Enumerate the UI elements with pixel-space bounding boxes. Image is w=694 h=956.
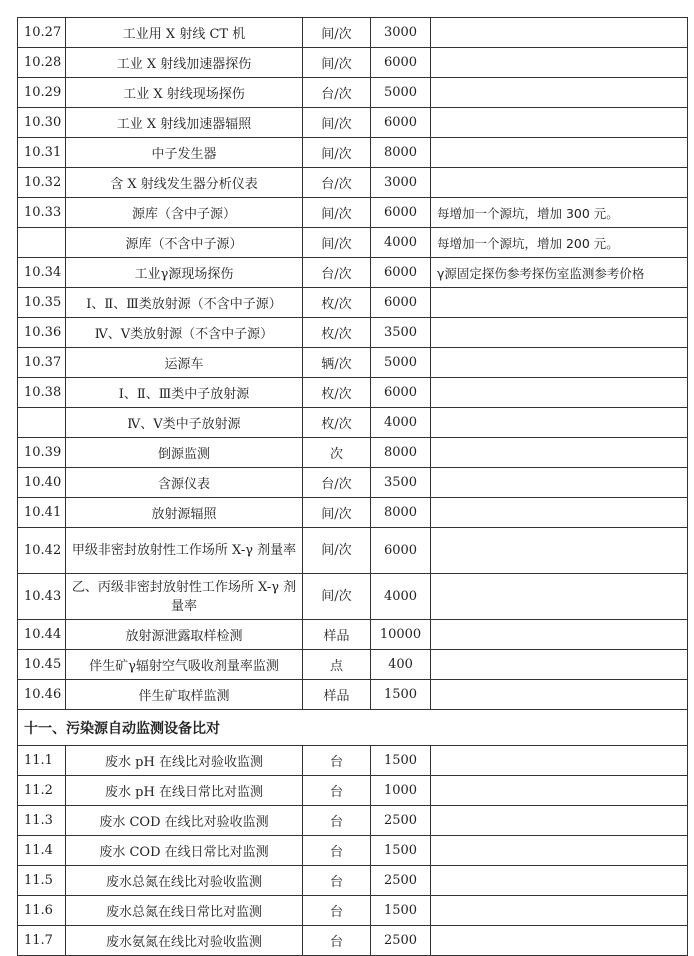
- table-row: [18, 108, 688, 138]
- fee-table-body: [18, 18, 688, 956]
- table-row: [18, 746, 688, 776]
- code-cell: 10.30: [18, 108, 66, 138]
- unit-cell: 样品: [303, 680, 371, 710]
- table-row: [18, 896, 688, 926]
- table-row: [18, 288, 688, 318]
- code-cell: 11.4: [18, 836, 66, 866]
- item-name-cell: 源库（不含中子源）: [66, 228, 303, 258]
- note-cell: [431, 896, 688, 926]
- item-name-cell: 废水 COD 在线比对验收监测: [66, 806, 303, 836]
- item-name-cell: 放射源泄露取样检测: [66, 620, 303, 650]
- unit-cell: 台: [303, 836, 371, 866]
- note-cell: [431, 48, 688, 78]
- unit-cell: 台: [303, 806, 371, 836]
- code-cell: [18, 228, 66, 258]
- unit-cell: 次: [303, 438, 371, 468]
- item-name-cell: 运源车: [66, 348, 303, 378]
- note-cell: 每增加一个源坑，增加 200 元。: [431, 228, 688, 258]
- item-name-cell: 废水总氮在线比对验收监测: [66, 866, 303, 896]
- price-cell: 8000: [371, 138, 431, 168]
- price-cell: 6000: [371, 198, 431, 228]
- price-cell: 1500: [371, 836, 431, 866]
- code-cell: 10.36: [18, 318, 66, 348]
- unit-cell: 间/次: [303, 48, 371, 78]
- note-cell: [431, 926, 688, 956]
- note-cell: [431, 378, 688, 408]
- price-cell: 1500: [371, 680, 431, 710]
- code-cell: 10.33: [18, 198, 66, 228]
- note-cell: [431, 138, 688, 168]
- item-name-cell: Ⅳ、Ⅴ类中子放射源: [66, 408, 303, 438]
- note-cell: [431, 108, 688, 138]
- table-row: [18, 438, 688, 468]
- unit-cell: 间/次: [303, 18, 371, 48]
- table-row: [18, 348, 688, 378]
- unit-cell: 间/次: [303, 498, 371, 528]
- item-name-cell: Ⅳ、Ⅴ类放射源（不含中子源）: [66, 318, 303, 348]
- section-heading-row: [18, 710, 688, 746]
- fee-table: [17, 17, 688, 956]
- code-cell: 11.6: [18, 896, 66, 926]
- note-cell: [431, 866, 688, 896]
- table-row: [18, 228, 688, 258]
- table-row: [18, 48, 688, 78]
- note-cell: [431, 620, 688, 650]
- price-cell: 6000: [371, 108, 431, 138]
- price-cell: 5000: [371, 78, 431, 108]
- code-cell: 11.5: [18, 866, 66, 896]
- code-cell: 10.34: [18, 258, 66, 288]
- table-row: [18, 198, 688, 228]
- table-row: [18, 836, 688, 866]
- note-cell: [431, 288, 688, 318]
- code-cell: 11.1: [18, 746, 66, 776]
- code-cell: 10.38: [18, 378, 66, 408]
- price-cell: 8000: [371, 498, 431, 528]
- item-name-cell: 放射源辐照: [66, 498, 303, 528]
- table-row: [18, 680, 688, 710]
- price-cell: 6000: [371, 378, 431, 408]
- item-name-cell: 工业用 X 射线 CT 机: [66, 18, 303, 48]
- item-name-cell: Ⅰ、Ⅱ、Ⅲ类放射源（不含中子源）: [66, 288, 303, 318]
- code-cell: 10.46: [18, 680, 66, 710]
- unit-cell: 间/次: [303, 198, 371, 228]
- item-name-cell: 工业 X 射线加速器探伤: [66, 48, 303, 78]
- note-cell: [431, 438, 688, 468]
- note-cell: γ源固定探伤参考探伤室监测参考价格: [431, 258, 688, 288]
- code-cell: 10.42: [18, 528, 66, 574]
- note-cell: [431, 528, 688, 574]
- note-cell: [431, 408, 688, 438]
- code-cell: 11.3: [18, 806, 66, 836]
- code-cell: 10.31: [18, 138, 66, 168]
- table-row: [18, 318, 688, 348]
- unit-cell: 间/次: [303, 528, 371, 574]
- unit-cell: 间/次: [303, 228, 371, 258]
- unit-cell: 台: [303, 926, 371, 956]
- item-name-cell: 废水 pH 在线日常比对监测: [66, 776, 303, 806]
- code-cell: 10.29: [18, 78, 66, 108]
- price-cell: 4000: [371, 228, 431, 258]
- unit-cell: 辆/次: [303, 348, 371, 378]
- price-cell: 3500: [371, 468, 431, 498]
- table-row: [18, 408, 688, 438]
- item-name-cell: 倒源监测: [66, 438, 303, 468]
- item-name-cell: 乙、丙级非密封放射性工作场所 X-γ 剂量率: [66, 574, 303, 620]
- code-cell: 11.2: [18, 776, 66, 806]
- item-name-cell: 工业 X 射线现场探伤: [66, 78, 303, 108]
- unit-cell: 枚/次: [303, 408, 371, 438]
- note-cell: [431, 746, 688, 776]
- table-row: [18, 138, 688, 168]
- code-cell: 10.41: [18, 498, 66, 528]
- unit-cell: 台: [303, 866, 371, 896]
- table-row: [18, 866, 688, 896]
- unit-cell: 台/次: [303, 258, 371, 288]
- price-cell: 4000: [371, 408, 431, 438]
- unit-cell: 点: [303, 650, 371, 680]
- code-cell: 10.39: [18, 438, 66, 468]
- code-cell: 10.35: [18, 288, 66, 318]
- table-row: [18, 468, 688, 498]
- section-title: 十一、污染源自动监测设备比对: [18, 710, 688, 746]
- note-cell: [431, 836, 688, 866]
- price-cell: 1500: [371, 896, 431, 926]
- note-cell: [431, 574, 688, 620]
- price-cell: 2500: [371, 926, 431, 956]
- code-cell: 10.43: [18, 574, 66, 620]
- table-row: [18, 378, 688, 408]
- price-cell: 3500: [371, 318, 431, 348]
- table-row: [18, 258, 688, 288]
- table-row: [18, 806, 688, 836]
- price-cell: 6000: [371, 258, 431, 288]
- note-cell: [431, 468, 688, 498]
- unit-cell: 间/次: [303, 108, 371, 138]
- item-name-cell: 工业 X 射线加速器辐照: [66, 108, 303, 138]
- code-cell: 11.7: [18, 926, 66, 956]
- table-row: [18, 168, 688, 198]
- item-name-cell: 废水 COD 在线日常比对监测: [66, 836, 303, 866]
- note-cell: [431, 650, 688, 680]
- price-cell: 1000: [371, 776, 431, 806]
- price-cell: 4000: [371, 574, 431, 620]
- note-cell: [431, 318, 688, 348]
- price-cell: 5000: [371, 348, 431, 378]
- code-cell: 10.32: [18, 168, 66, 198]
- item-name-cell: Ⅰ、Ⅱ、Ⅲ类中子放射源: [66, 378, 303, 408]
- unit-cell: 台/次: [303, 168, 371, 198]
- price-cell: 3000: [371, 18, 431, 48]
- price-cell: 2500: [371, 806, 431, 836]
- code-cell: [18, 408, 66, 438]
- unit-cell: 间/次: [303, 574, 371, 620]
- item-name-cell: 伴生矿取样监测: [66, 680, 303, 710]
- item-name-cell: 废水氨氮在线比对验收监测: [66, 926, 303, 956]
- item-name-cell: 工业γ源现场探伤: [66, 258, 303, 288]
- unit-cell: 枚/次: [303, 378, 371, 408]
- item-name-cell: 含源仪表: [66, 468, 303, 498]
- table-row: [18, 78, 688, 108]
- code-cell: 10.28: [18, 48, 66, 78]
- price-cell: 1500: [371, 746, 431, 776]
- item-name-cell: 废水总氮在线日常比对监测: [66, 896, 303, 926]
- item-name-cell: 中子发生器: [66, 138, 303, 168]
- code-cell: 10.27: [18, 18, 66, 48]
- note-cell: [431, 498, 688, 528]
- price-cell: 3000: [371, 168, 431, 198]
- unit-cell: 枚/次: [303, 288, 371, 318]
- unit-cell: 台/次: [303, 468, 371, 498]
- item-name-cell: 废水 pH 在线比对验收监测: [66, 746, 303, 776]
- price-cell: 6000: [371, 528, 431, 574]
- price-cell: 400: [371, 650, 431, 680]
- note-cell: [431, 680, 688, 710]
- item-name-cell: 含 X 射线发生器分析仪表: [66, 168, 303, 198]
- table-row: [18, 926, 688, 956]
- note-cell: [431, 18, 688, 48]
- table-row: [18, 650, 688, 680]
- unit-cell: 台/次: [303, 78, 371, 108]
- table-row: [18, 528, 688, 574]
- table-row: [18, 18, 688, 48]
- note-cell: [431, 806, 688, 836]
- note-cell: [431, 348, 688, 378]
- unit-cell: 样品: [303, 620, 371, 650]
- table-row: [18, 620, 688, 650]
- item-name-cell: 伴生矿γ辐射空气吸收剂量率监测: [66, 650, 303, 680]
- code-cell: 10.44: [18, 620, 66, 650]
- price-cell: 10000: [371, 620, 431, 650]
- unit-cell: 台: [303, 776, 371, 806]
- table-row: [18, 498, 688, 528]
- price-cell: 2500: [371, 866, 431, 896]
- code-cell: 10.45: [18, 650, 66, 680]
- code-cell: 10.37: [18, 348, 66, 378]
- unit-cell: 间/次: [303, 138, 371, 168]
- note-cell: [431, 776, 688, 806]
- price-cell: 6000: [371, 288, 431, 318]
- unit-cell: 枚/次: [303, 318, 371, 348]
- item-name-cell: 源库（含中子源）: [66, 198, 303, 228]
- price-cell: 8000: [371, 438, 431, 468]
- table-row: [18, 776, 688, 806]
- code-cell: 10.40: [18, 468, 66, 498]
- unit-cell: 台: [303, 896, 371, 926]
- note-cell: [431, 168, 688, 198]
- table-row: [18, 574, 688, 620]
- unit-cell: 台: [303, 746, 371, 776]
- item-name-cell: 甲级非密封放射性工作场所 X-γ 剂量率: [66, 528, 303, 574]
- note-cell: [431, 78, 688, 108]
- price-cell: 6000: [371, 48, 431, 78]
- note-cell: 每增加一个源坑，增加 300 元。: [431, 198, 688, 228]
